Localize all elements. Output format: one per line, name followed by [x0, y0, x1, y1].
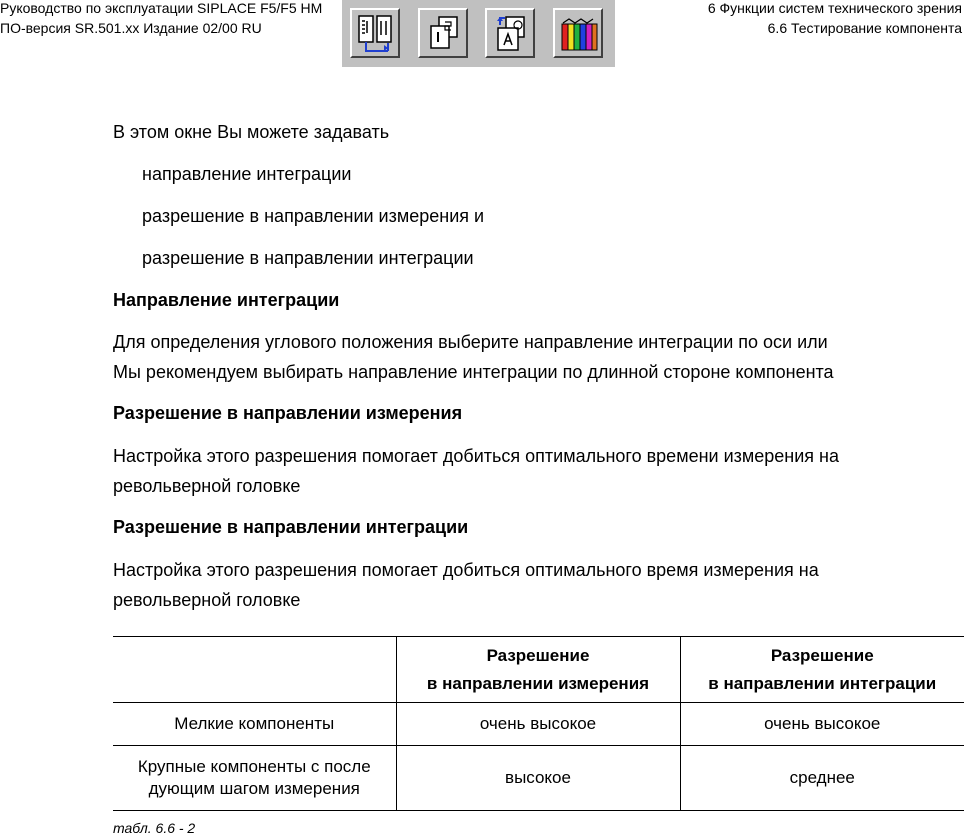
table-cell: Мелкие компоненты: [113, 703, 396, 746]
table-row: [113, 746, 964, 811]
paragraph-line: Настройка этого разрешения помогает добиться оптимального время измерения на: [113, 560, 819, 580]
section-heading-integration-direction: Направление интеграции: [113, 290, 340, 310]
paragraph-line: револьверной головке: [113, 476, 301, 496]
manual-title: Руководство по эксплуатации SIPLACE F5/F5 HM: [0, 0, 323, 16]
resolution-table: [113, 636, 964, 811]
toolbar: [342, 0, 615, 67]
chapter-title: 6 Функции систем технического зрения: [707, 0, 962, 16]
table-caption: табл. 6.6 - 2: [113, 820, 196, 836]
table-cell: очень высокое: [396, 703, 680, 746]
section-title: 6.6 Тестирование компонента: [767, 20, 962, 36]
list-item: направление интеграции: [142, 164, 352, 184]
paragraph-line: Настройка этого разрешения помогает добиться оптимального времени измерения на: [113, 446, 839, 466]
table-cell: высокое: [396, 746, 680, 811]
table-cell: Крупные компоненты с после дующим шагом измерения: [113, 746, 396, 811]
list-item: разрешение в направлении измерения и: [142, 206, 485, 226]
books-button[interactable]: [553, 8, 603, 58]
table-header-cell: Разрешение в направлении измерения: [396, 637, 680, 703]
integration-direction-icon: [355, 13, 397, 55]
paragraph-line: револьверной головке: [113, 590, 301, 610]
list-item: разрешение в направлении интеграции: [142, 248, 474, 268]
paragraph-line: Мы рекомендуем выбирать направление интеграции по длинной стороне компонента: [113, 362, 834, 382]
software-version: ПО-версия SR.501.xx Издание 02/00 RU: [0, 20, 262, 36]
books-icon: [558, 13, 600, 55]
measurement-resolution-button[interactable]: [418, 8, 468, 58]
page-header-left: [0, 0, 322, 38]
page-header-right: [708, 0, 962, 38]
integration-resolution-button[interactable]: [485, 8, 535, 58]
table-header-cell: [113, 637, 396, 703]
table-cell: очень высокое: [680, 703, 964, 746]
table-cell: среднее: [680, 746, 964, 811]
section-heading-integration-resolution: Разрешение в направлении интеграции: [113, 517, 469, 537]
integration-resolution-icon: [490, 13, 532, 55]
measurement-resolution-icon: [423, 13, 465, 55]
table-row: [113, 703, 964, 746]
table-header-row: [113, 637, 964, 703]
paragraph-line: Для определения углового положения выберите направление интеграции по оси или: [113, 332, 828, 352]
table-header-cell: Разрешение в направлении интеграции: [680, 637, 964, 703]
intro-text: В этом окне Вы можете задавать: [113, 122, 390, 142]
integration-direction-button[interactable]: [350, 8, 400, 58]
section-heading-measurement-resolution: Разрешение в направлении измерения: [113, 403, 463, 423]
